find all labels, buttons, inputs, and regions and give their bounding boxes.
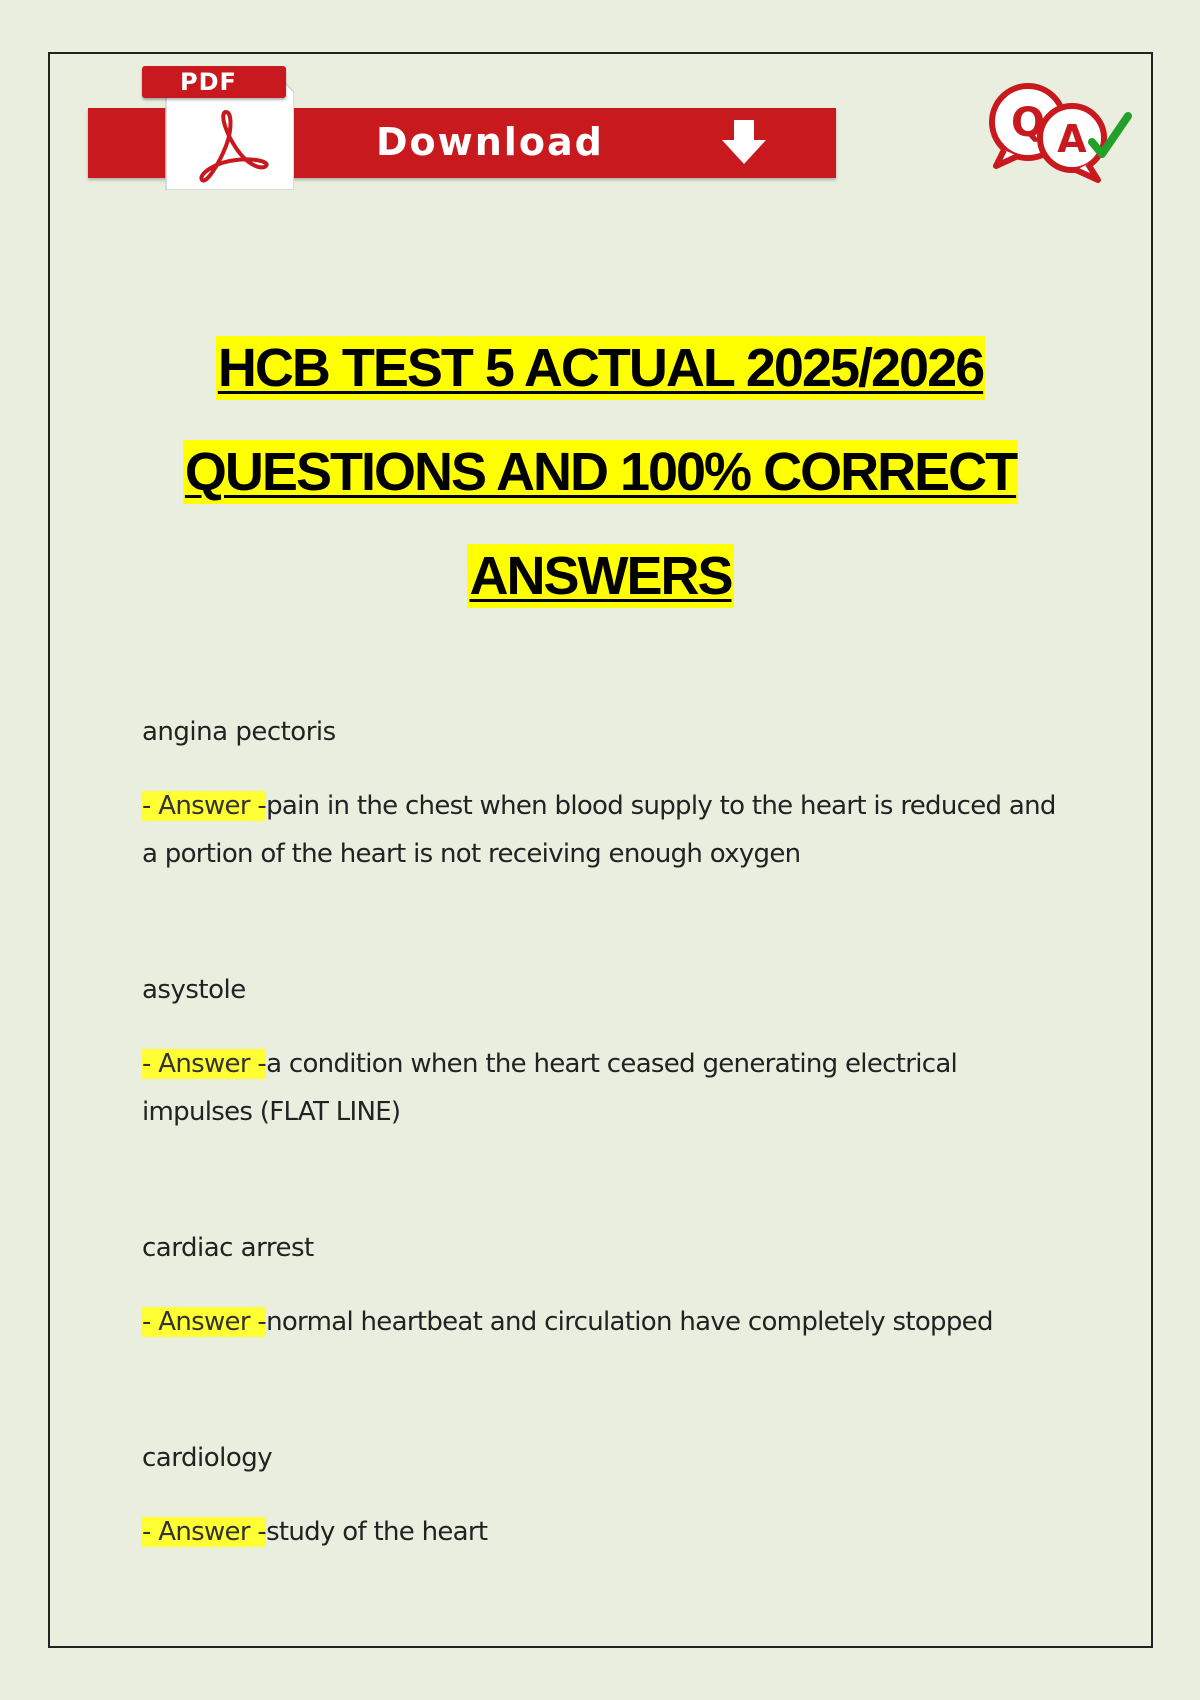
- answer-text: a condition when the heart ceased generating electrical impulses (FLAT LINE): [142, 1049, 958, 1127]
- qa-item: [142, 970, 1062, 1127]
- answer-label: - Answer -: [142, 1517, 267, 1547]
- download-label[interactable]: Download: [376, 120, 604, 164]
- answer-text: pain in the chest when blood supply to the heart is reduced and a portion of the heart is not receiving enough oxygen: [142, 791, 1056, 869]
- logo-a-letter: A: [1057, 117, 1087, 161]
- term: angina pectoris: [142, 717, 336, 747]
- title-line: [48, 420, 1153, 524]
- qa-item: [142, 1438, 1062, 1547]
- term: cardiology: [142, 1443, 273, 1473]
- answer: [142, 1508, 1062, 1556]
- qa-item: [142, 712, 1062, 869]
- answer: [142, 1298, 1062, 1346]
- answer-label: - Answer -: [142, 1307, 267, 1337]
- pdf-tag-label: PDF: [180, 68, 237, 96]
- document-title: [48, 316, 1153, 628]
- title-line-3: ANSWERS: [469, 546, 732, 606]
- pdf-file-icon: [138, 62, 294, 190]
- answer: [142, 1040, 1062, 1136]
- answer-label: - Answer -: [142, 1049, 267, 1079]
- qa-item: [142, 1228, 1062, 1337]
- download-arrow-icon: [718, 118, 770, 168]
- answer-label: - Answer -: [142, 791, 267, 821]
- title-line-1: HCB TEST 5 ACTUAL 2025/2026: [217, 338, 984, 398]
- title-line: [48, 524, 1153, 628]
- answer-text: normal heartbeat and circulation have completely stopped: [266, 1307, 993, 1337]
- term: asystole: [142, 975, 246, 1005]
- pdf-tag: [142, 66, 286, 98]
- download-banner[interactable]: [88, 62, 836, 192]
- term: cardiac arrest: [142, 1233, 314, 1263]
- answer: [142, 782, 1062, 878]
- answer-text: study of the heart: [266, 1517, 488, 1547]
- logo-q-letter: Q: [1010, 100, 1046, 146]
- qa-logo: [980, 80, 1140, 190]
- title-line-2: QUESTIONS AND 100% CORRECT: [184, 442, 1017, 502]
- title-line: [48, 316, 1153, 420]
